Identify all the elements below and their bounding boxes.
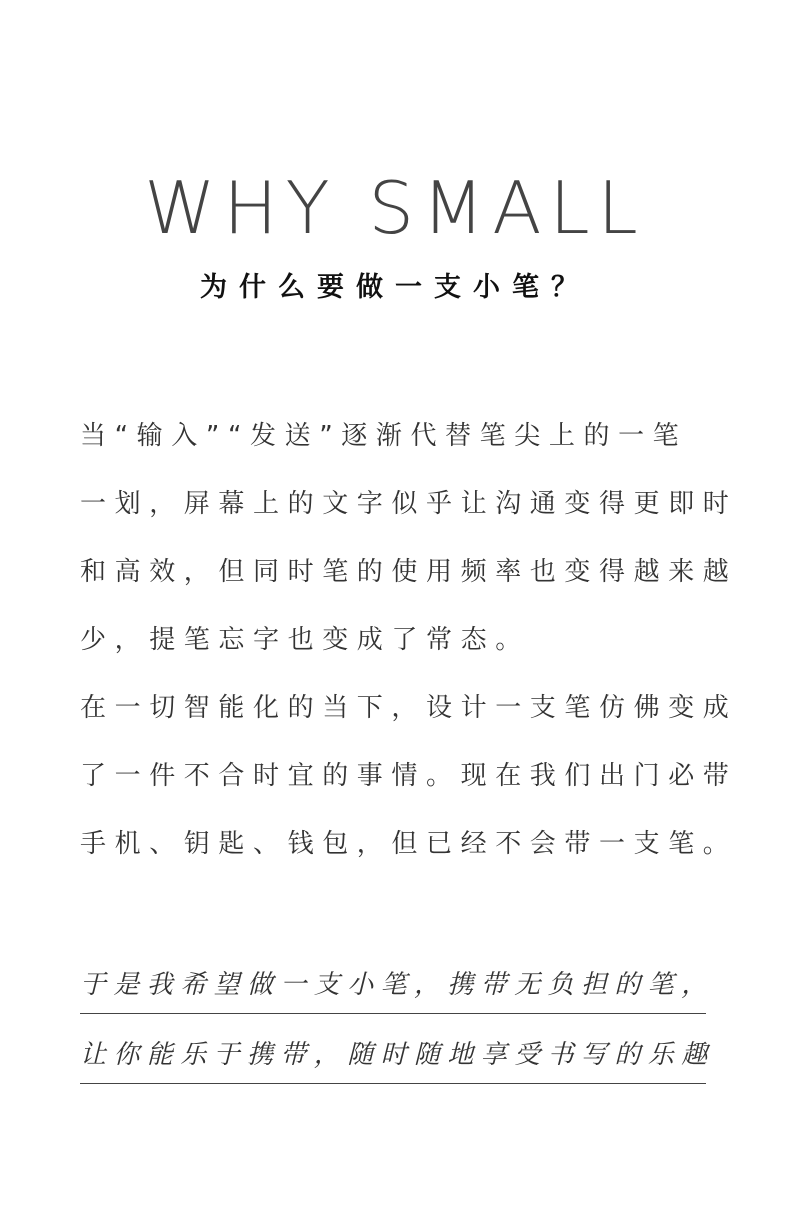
quote-line: 让你能乐于携带，随时随地享受书写的乐趣 xyxy=(80,1020,706,1084)
quote-block xyxy=(80,950,715,1090)
hero-title: WHY SMALL xyxy=(144,166,646,250)
body-line: 少，提笔忘字也变成了常态。 xyxy=(80,625,530,655)
body-paragraphs xyxy=(80,402,738,878)
body-line: 一划，屏幕上的文字似乎让沟通变得更即时 xyxy=(80,489,738,519)
body-line: 当“输入”“发送”逐渐代替笔尖上的一笔 xyxy=(80,421,688,451)
body-line: 在一切智能化的当下，设计一支笔仿佛变成 xyxy=(80,693,738,723)
subtitle: 为什么要做一支小笔？ xyxy=(200,272,590,303)
body-line: 手机、钥匙、钱包，但已经不会带一支笔。 xyxy=(80,829,738,859)
quote-line: 于是我希望做一支小笔，携带无负担的笔， xyxy=(80,950,706,1014)
body-line: 了一件不合时宜的事情。现在我们出门必带 xyxy=(80,761,738,791)
body-line: 和高效，但同时笔的使用频率也变得越来越 xyxy=(80,557,738,587)
